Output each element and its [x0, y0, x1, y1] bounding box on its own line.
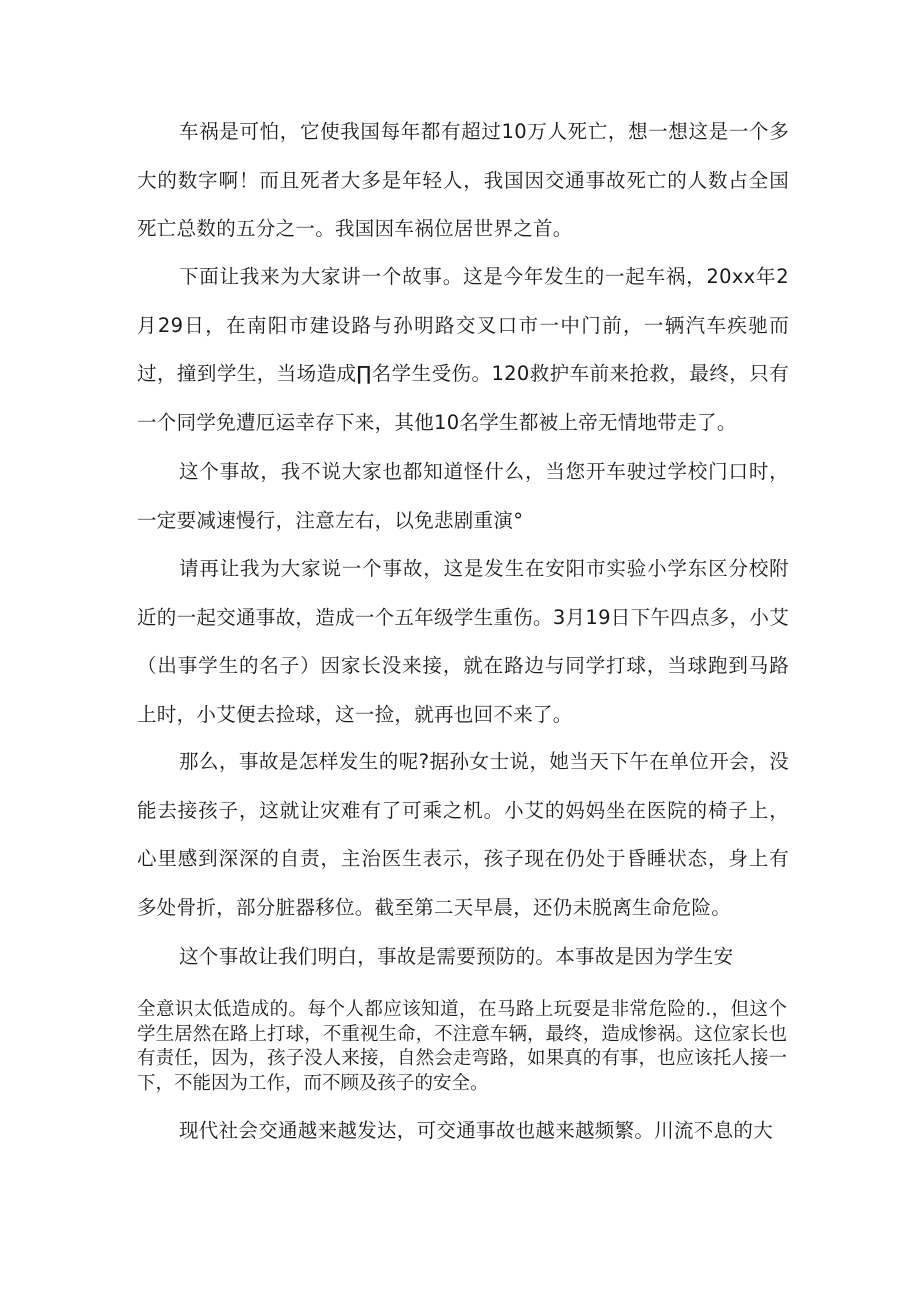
- paragraph-nanyang-story: 下面让我来为大家讲一个故事。这是今年发生的一起车祸，20xx年2月29日，在南阳市建设路与孙明路交叉口市一中门前，一辆汽车疾驰而过，撞到学生，当场造成∏名学生受伤。120救护车前来抢救，最终，只有一个同学免遭厄运幸存下来，其他10名学生都被上帝无情地带走了。: [137, 265, 789, 434]
- paragraph-anyang-story: 请再让我为大家说一个事故，这是发生在安阳市实验小学东区分校附近的一起交通事故，造成一个五年级学生重伤。3月19日下午四点多，小艾（出事学生的名子）因家长没来接，就在路边与同学打球，当球跑到马路上时，小艾便去捡球，这一捡，就再也回不来了。: [137, 557, 789, 726]
- paragraph-lesson-intro: 这个事故让我们明白，事故是需要预防的。本事故是因为学生安: [179, 945, 734, 968]
- paragraph-slow-down-warning: 这个事故，我不说大家也都知道怪什么，当您开车驶过学校门口时，一定要减速慢行，注意左右，以免悲剧重演°: [137, 460, 789, 532]
- paragraph-lesson-body: 全意识太低造成的。每个人都应该知道，在马路上玩耍是非常危险的.，但这个学生居然在路上打球，不重视生命，不注意车辆，最终，造成惨祸。这位家长也有责任，因为，孩子没人来接，自然会走弯路，如果真的有事，也应该托人接一下，不能因为工作，而不顾及孩子的安全。: [137, 999, 787, 1094]
- paragraph-modern-traffic: 现代社会交通越来越发达，可交通事故也越来越频繁。川流不息的大: [179, 1119, 774, 1142]
- paragraph-traffic-deaths: 车祸是可怕，它使我国每年都有超过10万人死亡，想一想这是一个多大的数字啊！而且死者大多是年轻人，我国因交通事故死亡的人数占全国死亡总数的五分之一。我国因车祸位居世界之首。: [137, 120, 789, 240]
- paragraph-how-it-happened: 那么，事故是怎样发生的呢?据孙女士说，她当天下午在单位开会，没能去接孩子，这就让灾难有了可乘之机。小艾的妈妈坐在医院的椅子上，心里感到深深的自责，主治医生表示，孩子现在仍处于昏睡状态，身上有多处骨折，部分脏器移位。截至第二天早晨，还仍未脱离生命危险。: [137, 750, 789, 919]
